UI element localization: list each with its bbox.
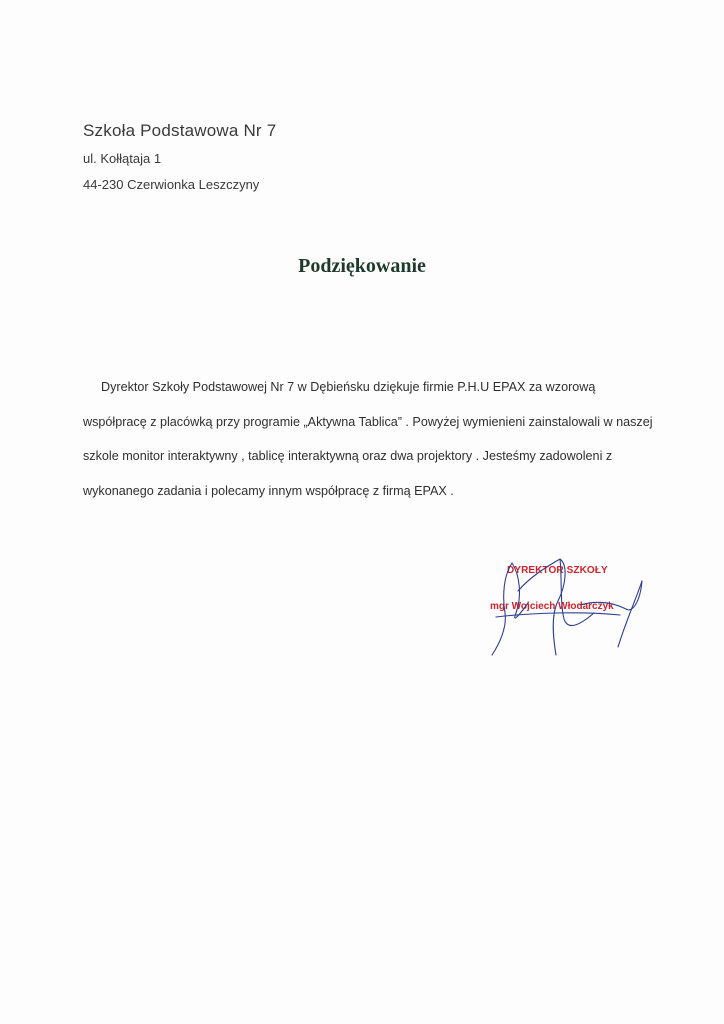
stamp-title: DYREKTOR SZKOŁY	[507, 565, 608, 576]
letter-title: Podziękowanie	[298, 255, 426, 277]
stamp-name: mgr Wojciech Włodarczyk	[490, 601, 614, 612]
street-address: ul. Kołłątaja 1	[83, 151, 162, 166]
letter-body: Dyrektor Szkoły Podstawowej Nr 7 w Dębieńsku dziękuje firmie P.H.U EPAX za wzorową współpracę z placówką przy programie „Aktywna Tablica” . Powyżej wymienieni zainstalowali w naszej szkole monitor interaktywny , tablicę interaktywną oraz dwa projektory . Jesteśmy zadowoleni z wykonanego zadania i polecamy innym współpracę z firmą EPAX .	[83, 380, 653, 498]
school-name: Szkoła Podstawowa Nr 7	[83, 121, 277, 140]
signature-stroke	[618, 581, 642, 647]
handwritten-signature	[490, 555, 650, 665]
city-postal: 44-230 Czerwionka Leszczyny	[83, 177, 260, 192]
sender-address	[83, 121, 276, 203]
signature-stroke	[492, 563, 512, 655]
signature-stroke	[512, 563, 528, 618]
director-stamp	[490, 555, 650, 665]
